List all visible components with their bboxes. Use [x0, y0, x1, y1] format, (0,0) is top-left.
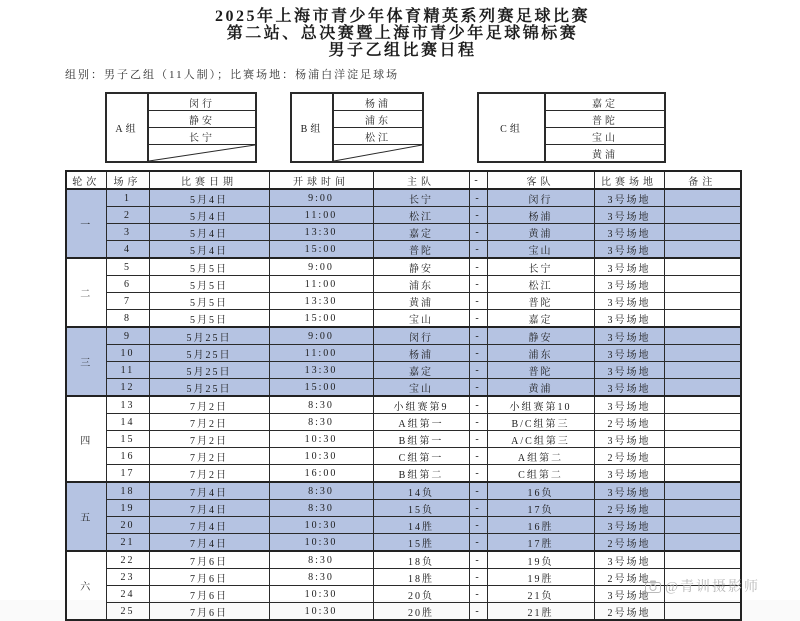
match-number: 11: [106, 362, 149, 379]
match-row: [66, 224, 741, 241]
kickoff-time: 10:30: [269, 517, 373, 534]
venue: 3号场地: [594, 189, 664, 207]
round-label: 六: [66, 551, 106, 620]
home-team: C组第一: [373, 448, 469, 465]
match-number: 6: [106, 276, 149, 293]
note: [664, 327, 741, 345]
match-date: 7月4日: [149, 500, 269, 517]
kickoff-time: 8:30: [269, 500, 373, 517]
note: [664, 517, 741, 534]
home-team: 嘉定: [373, 362, 469, 379]
match-number: 2: [106, 207, 149, 224]
venue: 2号场地: [594, 500, 664, 517]
separator: -: [469, 310, 487, 328]
match-number: 21: [106, 534, 149, 552]
away-team: 普陀: [487, 293, 594, 310]
note: [664, 500, 741, 517]
header-round: 轮次: [66, 171, 106, 189]
match-row: [66, 551, 741, 569]
kickoff-time: 13:30: [269, 293, 373, 310]
kickoff-time: 10:30: [269, 603, 373, 621]
group-a-label: A组: [106, 93, 148, 162]
venue: 2号场地: [594, 569, 664, 586]
group-b-label: B组: [291, 93, 333, 162]
note: [664, 534, 741, 552]
note: [664, 276, 741, 293]
away-team: 闵行: [487, 189, 594, 207]
kickoff-time: 15:00: [269, 379, 373, 397]
kickoff-time: 11:00: [269, 276, 373, 293]
separator: -: [469, 379, 487, 397]
venue: 3号场地: [594, 310, 664, 328]
match-date: 7月2日: [149, 465, 269, 483]
kickoff-time: 8:30: [269, 551, 373, 569]
schedule-header-row: [66, 171, 741, 189]
kickoff-time: 8:30: [269, 414, 373, 431]
match-row: [66, 482, 741, 500]
separator: -: [469, 551, 487, 569]
separator: -: [469, 586, 487, 603]
match-row: [66, 500, 741, 517]
round-label: 四: [66, 396, 106, 482]
home-team: 普陀: [373, 241, 469, 259]
group-a-team: 闵行: [148, 93, 256, 111]
note: [664, 207, 741, 224]
match-number: 4: [106, 241, 149, 259]
away-team: B/C组第三: [487, 414, 594, 431]
note: [664, 603, 741, 621]
group-c-team: 黄浦: [545, 145, 665, 163]
match-row: [66, 327, 741, 345]
match-date: 5月25日: [149, 327, 269, 345]
round-label: 一: [66, 189, 106, 258]
kickoff-time: 9:00: [269, 189, 373, 207]
note: [664, 310, 741, 328]
match-number: 14: [106, 414, 149, 431]
separator: -: [469, 465, 487, 483]
home-team: 杨浦: [373, 345, 469, 362]
venue: 2号场地: [594, 603, 664, 621]
match-date: 7月2日: [149, 414, 269, 431]
match-date: 5月25日: [149, 379, 269, 397]
match-date: 7月6日: [149, 551, 269, 569]
home-team: 20负: [373, 586, 469, 603]
header-separator: -: [469, 171, 487, 189]
away-team: 普陀: [487, 362, 594, 379]
separator: -: [469, 345, 487, 362]
away-team: A组第二: [487, 448, 594, 465]
header-date: 比赛日期: [149, 171, 269, 189]
separator: -: [469, 207, 487, 224]
round-label: 三: [66, 327, 106, 396]
separator: -: [469, 448, 487, 465]
match-row: [66, 396, 741, 414]
note: [664, 448, 741, 465]
note: [664, 414, 741, 431]
home-team: 松江: [373, 207, 469, 224]
kickoff-time: 8:30: [269, 396, 373, 414]
match-row: [66, 310, 741, 328]
match-number: 3: [106, 224, 149, 241]
home-team: 18胜: [373, 569, 469, 586]
match-number: 17: [106, 465, 149, 483]
match-date: 5月4日: [149, 241, 269, 259]
group-c-team: 嘉定: [545, 93, 665, 111]
match-row: [66, 448, 741, 465]
match-date: 7月2日: [149, 396, 269, 414]
home-team: 宝山: [373, 310, 469, 328]
away-team: 静安: [487, 327, 594, 345]
match-number: 15: [106, 431, 149, 448]
document-title: [65, 8, 740, 59]
away-team: 16胜: [487, 517, 594, 534]
home-team: 小组赛第9: [373, 396, 469, 414]
away-team: 17胜: [487, 534, 594, 552]
match-number: 8: [106, 310, 149, 328]
separator: -: [469, 431, 487, 448]
note: [664, 224, 741, 241]
match-row: [66, 293, 741, 310]
note: [664, 241, 741, 259]
home-team: 嘉定: [373, 224, 469, 241]
match-number: 23: [106, 569, 149, 586]
title-line-2: 第二站、总决赛暨上海市青少年足球锦标赛: [226, 25, 579, 42]
note: [664, 258, 741, 276]
match-date: 7月2日: [149, 431, 269, 448]
match-row: [66, 241, 741, 259]
note: [664, 465, 741, 483]
away-team: 16负: [487, 482, 594, 500]
diagonal-line: [149, 145, 255, 161]
note: [664, 345, 741, 362]
home-team: 14负: [373, 482, 469, 500]
match-date: 7月4日: [149, 534, 269, 552]
away-team: 19负: [487, 551, 594, 569]
match-date: 5月5日: [149, 310, 269, 328]
venue: 2号场地: [594, 534, 664, 552]
match-row: [66, 534, 741, 552]
match-number: 7: [106, 293, 149, 310]
kickoff-time: 15:00: [269, 241, 373, 259]
note: [664, 482, 741, 500]
match-row: [66, 586, 741, 603]
kickoff-time: 10:30: [269, 586, 373, 603]
away-team: 17负: [487, 500, 594, 517]
home-team: B组第二: [373, 465, 469, 483]
home-team: 20胜: [373, 603, 469, 621]
match-number: 1: [106, 189, 149, 207]
away-team: 21胜: [487, 603, 594, 621]
match-date: 7月4日: [149, 482, 269, 500]
group-b-team: 浦东: [333, 111, 423, 128]
separator: -: [469, 482, 487, 500]
venue: 3号场地: [594, 345, 664, 362]
match-row: [66, 207, 741, 224]
venue: 3号场地: [594, 465, 664, 483]
match-row: [66, 362, 741, 379]
away-team: A/C组第三: [487, 431, 594, 448]
separator: -: [469, 276, 487, 293]
round-label: 二: [66, 258, 106, 327]
match-date: 5月5日: [149, 293, 269, 310]
match-number: 5: [106, 258, 149, 276]
kickoff-time: 13:30: [269, 362, 373, 379]
note: [664, 396, 741, 414]
away-team: 松江: [487, 276, 594, 293]
separator: -: [469, 241, 487, 259]
match-row: [66, 569, 741, 586]
venue: 3号场地: [594, 207, 664, 224]
away-team: 长宁: [487, 258, 594, 276]
match-date: 7月6日: [149, 603, 269, 621]
separator: -: [469, 534, 487, 552]
venue: 3号场地: [594, 379, 664, 397]
home-team: 浦东: [373, 276, 469, 293]
match-number: 13: [106, 396, 149, 414]
match-date: 5月5日: [149, 276, 269, 293]
note: [664, 569, 741, 586]
match-number: 10: [106, 345, 149, 362]
header-away: 客队: [487, 171, 594, 189]
match-row: [66, 276, 741, 293]
kickoff-time: 11:00: [269, 345, 373, 362]
venue: 3号场地: [594, 396, 664, 414]
separator: -: [469, 327, 487, 345]
kickoff-time: 15:00: [269, 310, 373, 328]
match-number: 22: [106, 551, 149, 569]
kickoff-time: 8:30: [269, 569, 373, 586]
note: [664, 189, 741, 207]
home-team: 长宁: [373, 189, 469, 207]
separator: -: [469, 258, 487, 276]
away-team: 19胜: [487, 569, 594, 586]
separator: -: [469, 414, 487, 431]
group-c-label: C组: [478, 93, 545, 162]
away-team: 黄浦: [487, 224, 594, 241]
match-row: [66, 517, 741, 534]
group-c-team: 普陀: [545, 111, 665, 128]
venue: 3号场地: [594, 482, 664, 500]
match-number: 25: [106, 603, 149, 621]
away-team: 宝山: [487, 241, 594, 259]
separator: -: [469, 517, 487, 534]
match-row: [66, 431, 741, 448]
note: [664, 586, 741, 603]
group-a-team: 静安: [148, 111, 256, 128]
venue: 3号场地: [594, 586, 664, 603]
match-row: [66, 414, 741, 431]
away-team: 嘉定: [487, 310, 594, 328]
match-date: 7月2日: [149, 448, 269, 465]
match-date: 5月4日: [149, 224, 269, 241]
separator: -: [469, 224, 487, 241]
kickoff-time: 11:00: [269, 207, 373, 224]
home-team: 15负: [373, 500, 469, 517]
kickoff-time: 10:30: [269, 448, 373, 465]
match-date: 7月6日: [149, 586, 269, 603]
separator: -: [469, 362, 487, 379]
header-home: 主队: [373, 171, 469, 189]
home-team: 18负: [373, 551, 469, 569]
group-tables: [65, 92, 740, 162]
match-row: [66, 258, 741, 276]
note: [664, 551, 741, 569]
group-c-table: [477, 92, 666, 163]
venue: 3号场地: [594, 276, 664, 293]
venue: 2号场地: [594, 448, 664, 465]
watermark-text: @青训摄影师: [665, 580, 760, 595]
match-number: 16: [106, 448, 149, 465]
match-number: 18: [106, 482, 149, 500]
separator: -: [469, 189, 487, 207]
group-b-table: [290, 92, 424, 163]
separator: -: [469, 500, 487, 517]
group-a-table: [105, 92, 257, 163]
header-match-no: 场序: [106, 171, 149, 189]
kickoff-time: 10:30: [269, 431, 373, 448]
away-team: 浦东: [487, 345, 594, 362]
note: [664, 362, 741, 379]
venue: 3号场地: [594, 327, 664, 345]
group-a-empty-cell: [148, 145, 256, 163]
note: [664, 379, 741, 397]
group-a-team: 长宁: [148, 128, 256, 145]
home-team: 黄浦: [373, 293, 469, 310]
match-date: 5月4日: [149, 189, 269, 207]
kickoff-time: 13:30: [269, 224, 373, 241]
kickoff-time: 9:00: [269, 327, 373, 345]
home-team: 静安: [373, 258, 469, 276]
note: [664, 431, 741, 448]
venue: 2号场地: [594, 414, 664, 431]
separator: -: [469, 603, 487, 621]
match-row: [66, 603, 741, 621]
title-line-3: 男子乙组比赛日程: [328, 42, 477, 59]
home-team: 闵行: [373, 327, 469, 345]
separator: -: [469, 569, 487, 586]
title-line-1: 2025年上海市青少年体育精英系列赛足球比赛: [214, 8, 590, 25]
venue: 3号场地: [594, 293, 664, 310]
header-time: 开球时间: [269, 171, 373, 189]
separator: -: [469, 293, 487, 310]
home-team: 宝山: [373, 379, 469, 397]
home-team: B组第一: [373, 431, 469, 448]
match-number: 19: [106, 500, 149, 517]
venue: 3号场地: [594, 431, 664, 448]
match-row: [66, 345, 741, 362]
match-number: 24: [106, 586, 149, 603]
home-team: 15胜: [373, 534, 469, 552]
group-b-team: 松江: [333, 128, 423, 145]
venue: 3号场地: [594, 258, 664, 276]
home-team: 14胜: [373, 517, 469, 534]
group-b-team: 杨浦: [333, 93, 423, 111]
round-label: 五: [66, 482, 106, 551]
venue: 3号场地: [594, 517, 664, 534]
kickoff-time: 9:00: [269, 258, 373, 276]
match-date: 7月6日: [149, 569, 269, 586]
header-venue: 比赛场地: [594, 171, 664, 189]
kickoff-time: 8:30: [269, 482, 373, 500]
venue: 3号场地: [594, 241, 664, 259]
header-note: 备注: [664, 171, 741, 189]
kickoff-time: 16:00: [269, 465, 373, 483]
group-and-venue-line: 组别：男子乙组（11人制）；比赛场地：杨浦白洋淀足球场: [65, 69, 400, 81]
match-number: 12: [106, 379, 149, 397]
venue: 3号场地: [594, 224, 664, 241]
kickoff-time: 10:30: [269, 534, 373, 552]
separator: -: [469, 396, 487, 414]
match-number: 9: [106, 327, 149, 345]
away-team: 黄浦: [487, 379, 594, 397]
match-date: 5月4日: [149, 207, 269, 224]
match-date: 5月5日: [149, 258, 269, 276]
away-team: C组第二: [487, 465, 594, 483]
venue: 3号场地: [594, 551, 664, 569]
match-date: 5月25日: [149, 345, 269, 362]
match-row: [66, 465, 741, 483]
diagonal-line: [334, 145, 422, 161]
group-c-team: 宝山: [545, 128, 665, 145]
match-row: [66, 189, 741, 207]
away-team: 杨浦: [487, 207, 594, 224]
away-team: 小组赛第10: [487, 396, 594, 414]
note: [664, 293, 741, 310]
match-number: 20: [106, 517, 149, 534]
home-team: A组第一: [373, 414, 469, 431]
venue: 3号场地: [594, 362, 664, 379]
schedule-table: [65, 170, 742, 621]
match-row: [66, 379, 741, 397]
away-team: 21负: [487, 586, 594, 603]
match-date: 5月25日: [149, 362, 269, 379]
group-b-empty-cell: [333, 145, 423, 163]
match-date: 7月4日: [149, 517, 269, 534]
